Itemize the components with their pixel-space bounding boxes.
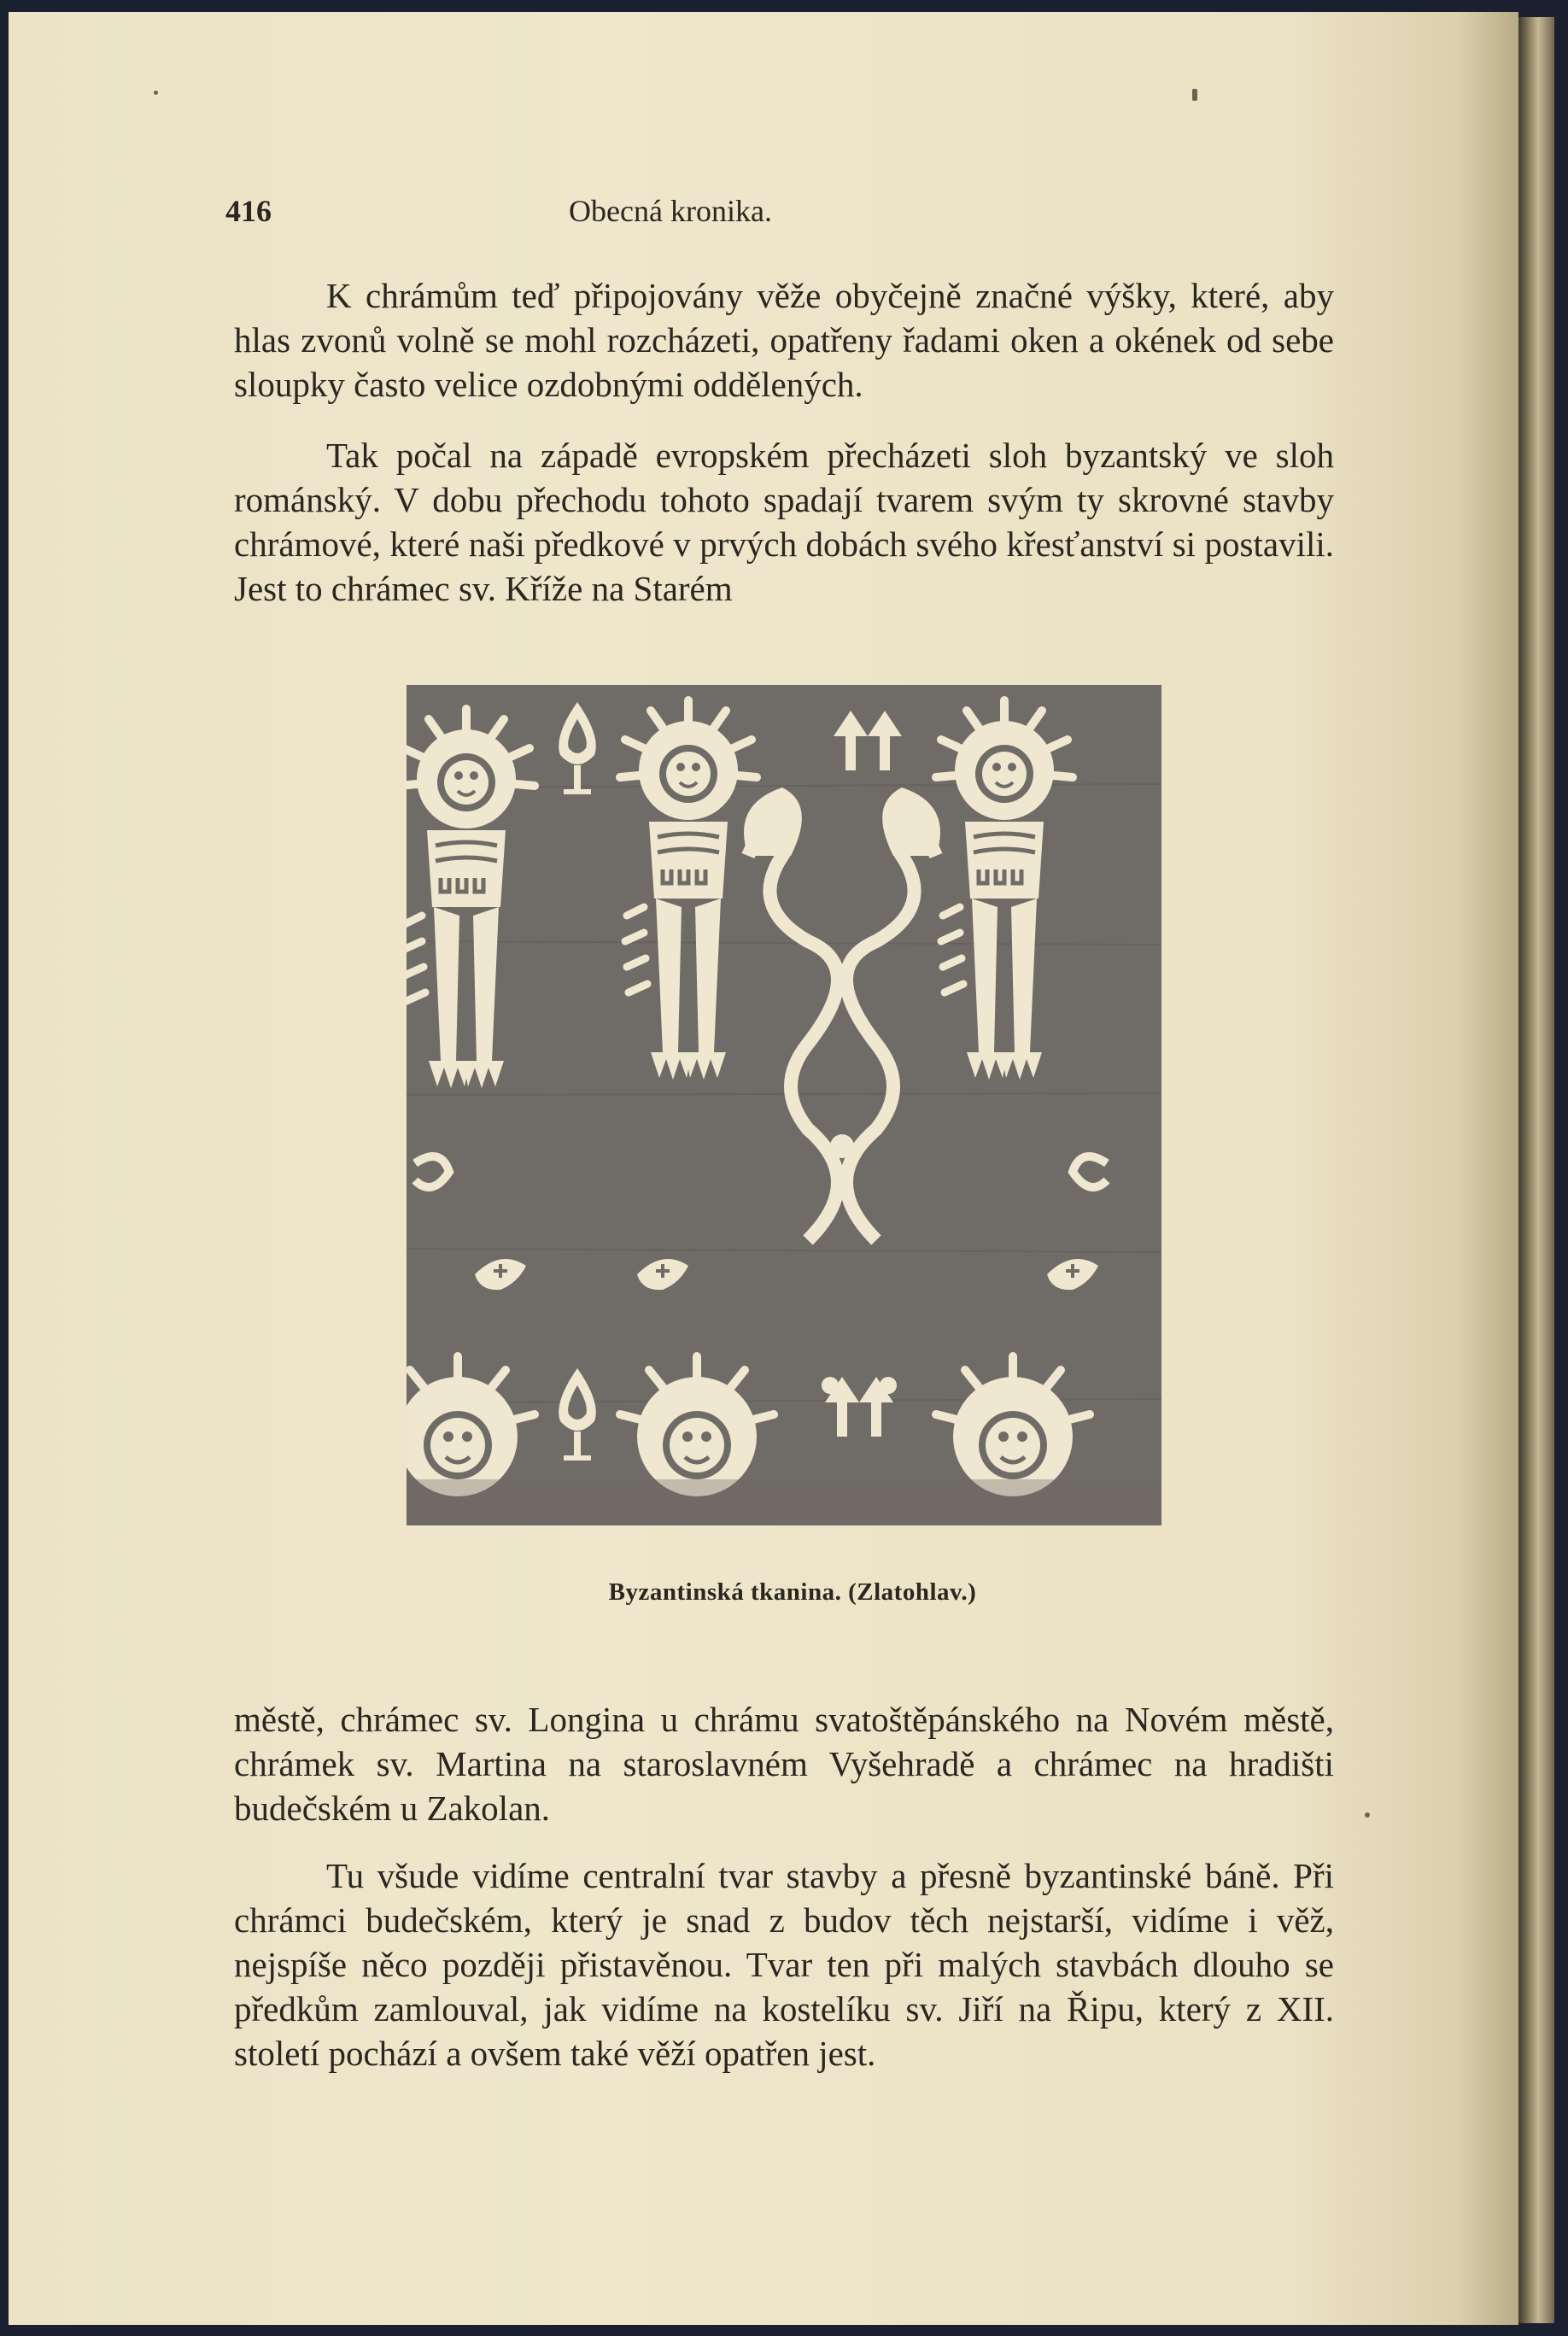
book-page: [9, 12, 1518, 2325]
running-head: Obecná kronika.: [569, 194, 772, 228]
page-number: 416: [225, 194, 272, 228]
dust-speck: [1365, 1812, 1370, 1818]
page-edge-shadow: [1518, 17, 1554, 2323]
paragraph: K chrámům teď připojovány věže obyčejně značné výšky, které, aby hlas zvonů volně se mohl rozcházeti, opatřeny řadami oken a okének od sebe sloupky často velice ozdobnými oddělených.: [234, 276, 1334, 404]
paragraph: Tu všude vidíme centralní tvar stavby a přesně byzantinské báně. Při chrámci budečském, který je snad z budov těch nejstarší, vidíme i věž, nejspíše něco později přistavěnou. Tvar ten při malých stavbách dlouho se předkům zamlouval, jak vidíme na kostelíku sv. Jiří na Řipu, který z XII. století pochází a ovšem také věží opatřen jest.: [234, 1856, 1334, 2073]
paragraph: Tak počal na západě evropském přecházeti sloh byzantský ve sloh románský. V dobu přechodu tohoto spadají tvarem svým ty skrovné stavby chrámové, které naši předkové v prvých dobách svého křesťanství si postavili. Jest to chrámec sv. Kříže na Starém: [234, 436, 1334, 608]
figure-caption: Byzantinská tkanina. (Zlatohlav.): [608, 1578, 977, 1606]
ink-mark: [1192, 89, 1197, 101]
dust-speck: [154, 91, 158, 95]
paragraph: městě, chrámec sv. Longina u chrámu svatoštěpánského na Novém městě, chrámek sv. Martina na staroslavném Vyšehradě a chrámec na hradišti budečském u Zakolan.: [234, 1700, 1334, 1828]
byzantine-textile-illustration: [407, 685, 1161, 1525]
